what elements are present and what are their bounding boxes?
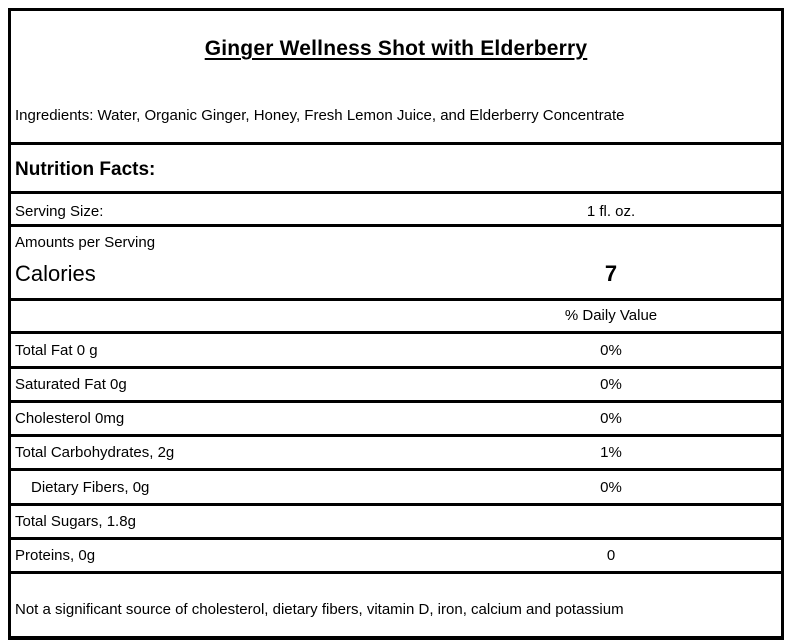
nutrient-label: Total Carbohydrates, 2g bbox=[15, 444, 175, 461]
product-title: Ginger Wellness Shot with Elderberry bbox=[204, 37, 588, 60]
nutrient-label: Total Fat 0 g bbox=[15, 342, 98, 359]
footnote-section bbox=[11, 574, 781, 640]
ingredients-text: Ingredients: Water, Organic Ginger, Honey, Fresh Lemon Juice, and Elderberry Concentrate bbox=[15, 107, 625, 124]
nutrient-row-dietary-fibers bbox=[11, 471, 781, 506]
nutrient-daily-value: 0% bbox=[600, 410, 622, 427]
serving-size-row bbox=[11, 194, 781, 227]
nutrient-label: Cholesterol 0mg bbox=[15, 410, 125, 427]
serving-size-label: Serving Size: bbox=[15, 203, 104, 220]
calories-value: 7 bbox=[604, 261, 618, 286]
footnote-text: Not a significant source of cholesterol, dietary fibers, vitamin D, iron, calcium and potassium bbox=[15, 601, 624, 618]
nutrient-daily-value: 0% bbox=[600, 342, 622, 359]
nutrition-facts-heading: Nutrition Facts: bbox=[15, 159, 156, 180]
nutrient-row-proteins bbox=[11, 540, 781, 574]
nutrient-row-total-fat bbox=[11, 334, 781, 369]
nutrient-row-saturated-fat bbox=[11, 369, 781, 403]
nutrition-label bbox=[8, 8, 784, 640]
daily-value-header: % Daily Value bbox=[564, 307, 658, 324]
calories-label: Calories bbox=[15, 261, 96, 286]
nutrient-daily-value: 0% bbox=[600, 376, 622, 393]
calories-section bbox=[11, 227, 781, 301]
nutrient-label: Dietary Fibers, 0g bbox=[31, 479, 150, 496]
nutrient-label: Saturated Fat 0g bbox=[15, 376, 127, 393]
nutrition-facts-heading-section bbox=[11, 145, 781, 194]
nutrient-row-total-sugars bbox=[11, 506, 781, 540]
nutrient-label: Total Sugars, 1.8g bbox=[15, 513, 136, 530]
nutrient-daily-value: 1% bbox=[600, 444, 622, 461]
nutrient-row-total-carbohydrates bbox=[11, 437, 781, 471]
nutrient-daily-value: 0% bbox=[600, 479, 622, 496]
amounts-per-serving-label: Amounts per Serving bbox=[15, 234, 156, 251]
nutrient-daily-value: 0 bbox=[606, 547, 616, 564]
header-section bbox=[11, 11, 781, 145]
nutrient-label: Proteins, 0g bbox=[15, 547, 96, 564]
daily-value-header-row bbox=[11, 301, 781, 334]
nutrient-row-cholesterol bbox=[11, 403, 781, 437]
serving-size-value: 1 fl. oz. bbox=[586, 203, 636, 220]
